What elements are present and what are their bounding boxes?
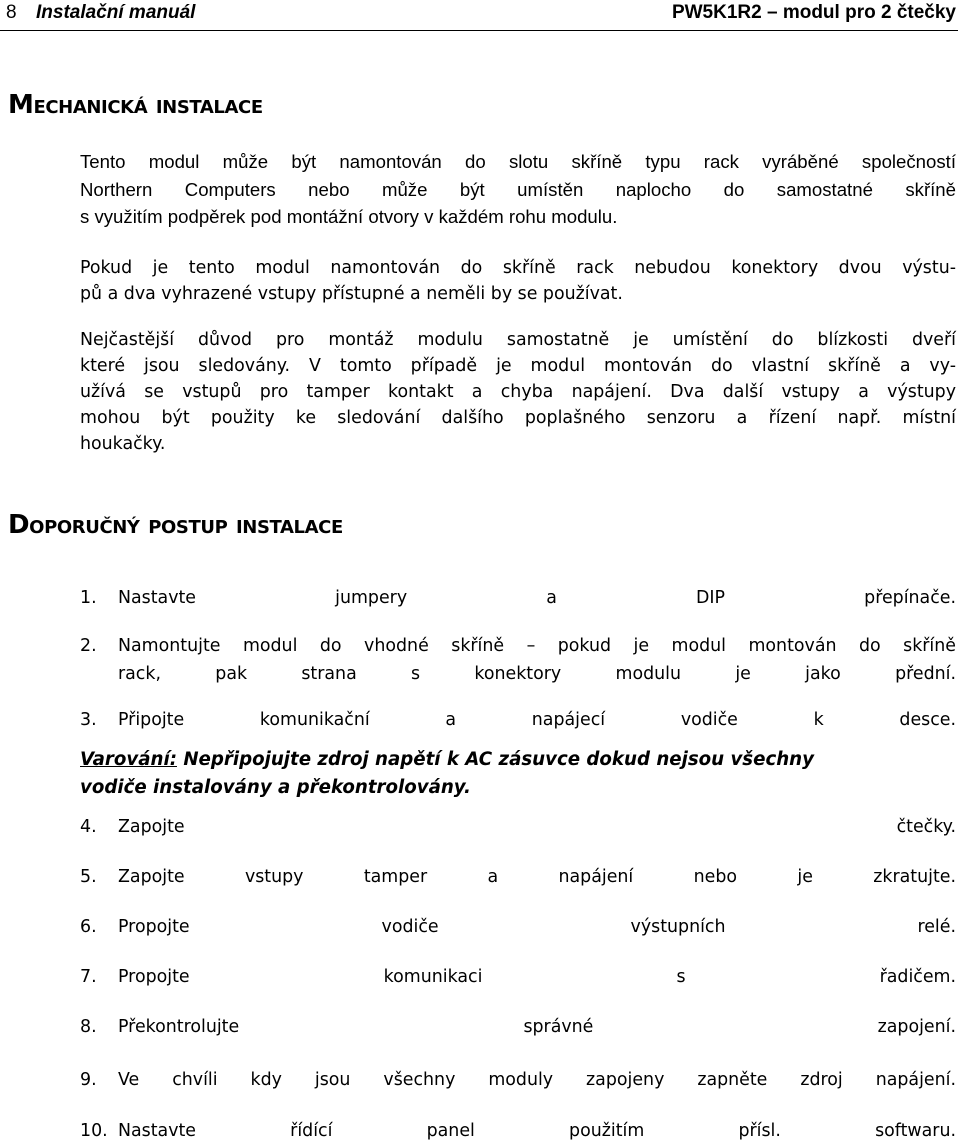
warning-text: Nepřipojujte zdroj napětí k AC zásuvce dokud nejsou všechny — [176, 749, 814, 770]
section-heading-mechanical: Mechanická instalace — [8, 90, 263, 120]
step-number: 1. — [80, 588, 97, 608]
list-item — [80, 706, 956, 734]
step-text: Namontujte modul do vhodné skříně – pokud je modul montován do skříně — [118, 636, 956, 656]
paragraph-line: Tento modul může být namontován do slotu skříně typu rack vyráběné společností — [80, 151, 956, 172]
list-item — [80, 584, 956, 612]
list-item — [80, 1013, 956, 1041]
step-number: 10. — [80, 1121, 108, 1141]
paragraph-line: které jsou sledovány. V tomto případě je modul montován do vlastní skříně a vy- — [80, 356, 956, 376]
warning-note — [80, 746, 956, 802]
step-number: 4. — [80, 817, 97, 837]
step-text: Zapojte čtečky. — [118, 817, 956, 837]
warning-text: vodiče instalovány a překontrolovány. — [80, 777, 471, 798]
step-text: Překontrolujte správné zapojení. — [118, 1017, 956, 1037]
paragraph-line: Pokud je tento modul namontován do skříně rack nebudou konektory dvou výstu- — [80, 258, 956, 278]
paragraph-line: s využitím podpěrek pod montážní otvory v každém rohu modulu. — [80, 206, 618, 227]
step-number: 6. — [80, 917, 97, 937]
paragraph-rack — [80, 255, 956, 307]
paragraph-line: užívá se vstupů pro tamper kontakt a chyba napájení. Dva další vstupy a výstupy — [80, 382, 956, 402]
step-number: 5. — [80, 867, 97, 887]
step-text: Nastavte jumpery a DIP přepínače. — [118, 588, 956, 608]
list-item — [80, 863, 956, 891]
list-item — [80, 813, 956, 841]
list-item — [80, 963, 956, 991]
paragraph-line: mohou být použity ke sledování dalšího poplašného senzoru a řízení např. místní — [80, 408, 956, 428]
list-item — [80, 632, 956, 688]
paragraph-line: Northern Computers nebo může být umístěn naplocho do samostatné skříně — [80, 178, 956, 200]
step-text: Propojte vodiče výstupních relé. — [118, 917, 956, 937]
page-header — [0, 0, 958, 31]
step-number: 9. — [80, 1070, 97, 1090]
module-title: PW5K1R2 – modul pro 2 čtečky — [671, 2, 956, 23]
manual-title: Instalační manuál — [36, 2, 196, 23]
step-text: Nastavte řídící panel použitím přísl. softwaru. — [118, 1121, 956, 1141]
step-text: Propojte komunikaci s řadičem. — [118, 967, 956, 987]
paragraph-line: Nejčastější důvod pro montáž modulu samostatně je umístění do blízkosti dveří — [80, 330, 956, 350]
paragraph-mounting — [80, 148, 956, 231]
warning-label: Varování: — [80, 749, 177, 770]
step-text: Ve chvíli kdy jsou všechny moduly zapojeny zapněte zdroj napájení. — [118, 1070, 956, 1090]
list-item — [80, 1117, 956, 1145]
section-heading-procedure: Doporučný postup instalace — [8, 510, 343, 540]
step-text: Připojte komunikační a napájecí vodiče k desce. — [118, 710, 956, 730]
list-item — [80, 1066, 956, 1094]
step-number: 8. — [80, 1017, 97, 1037]
step-number: 2. — [80, 636, 97, 656]
paragraph-standalone — [80, 327, 956, 457]
step-number: 7. — [80, 967, 97, 987]
step-text: rack, pak strana s konektory modulu je jako přední. — [118, 664, 956, 684]
list-item — [80, 913, 956, 941]
page-number: 8 — [6, 2, 17, 23]
step-text: Zapojte vstupy tamper a napájení nebo je zkratujte. — [118, 867, 956, 887]
paragraph-line: pů a dva vyhrazené vstupy přístupné a neměli by se používat. — [80, 284, 623, 304]
paragraph-line: houkačky. — [80, 434, 166, 454]
step-number: 3. — [80, 710, 97, 730]
